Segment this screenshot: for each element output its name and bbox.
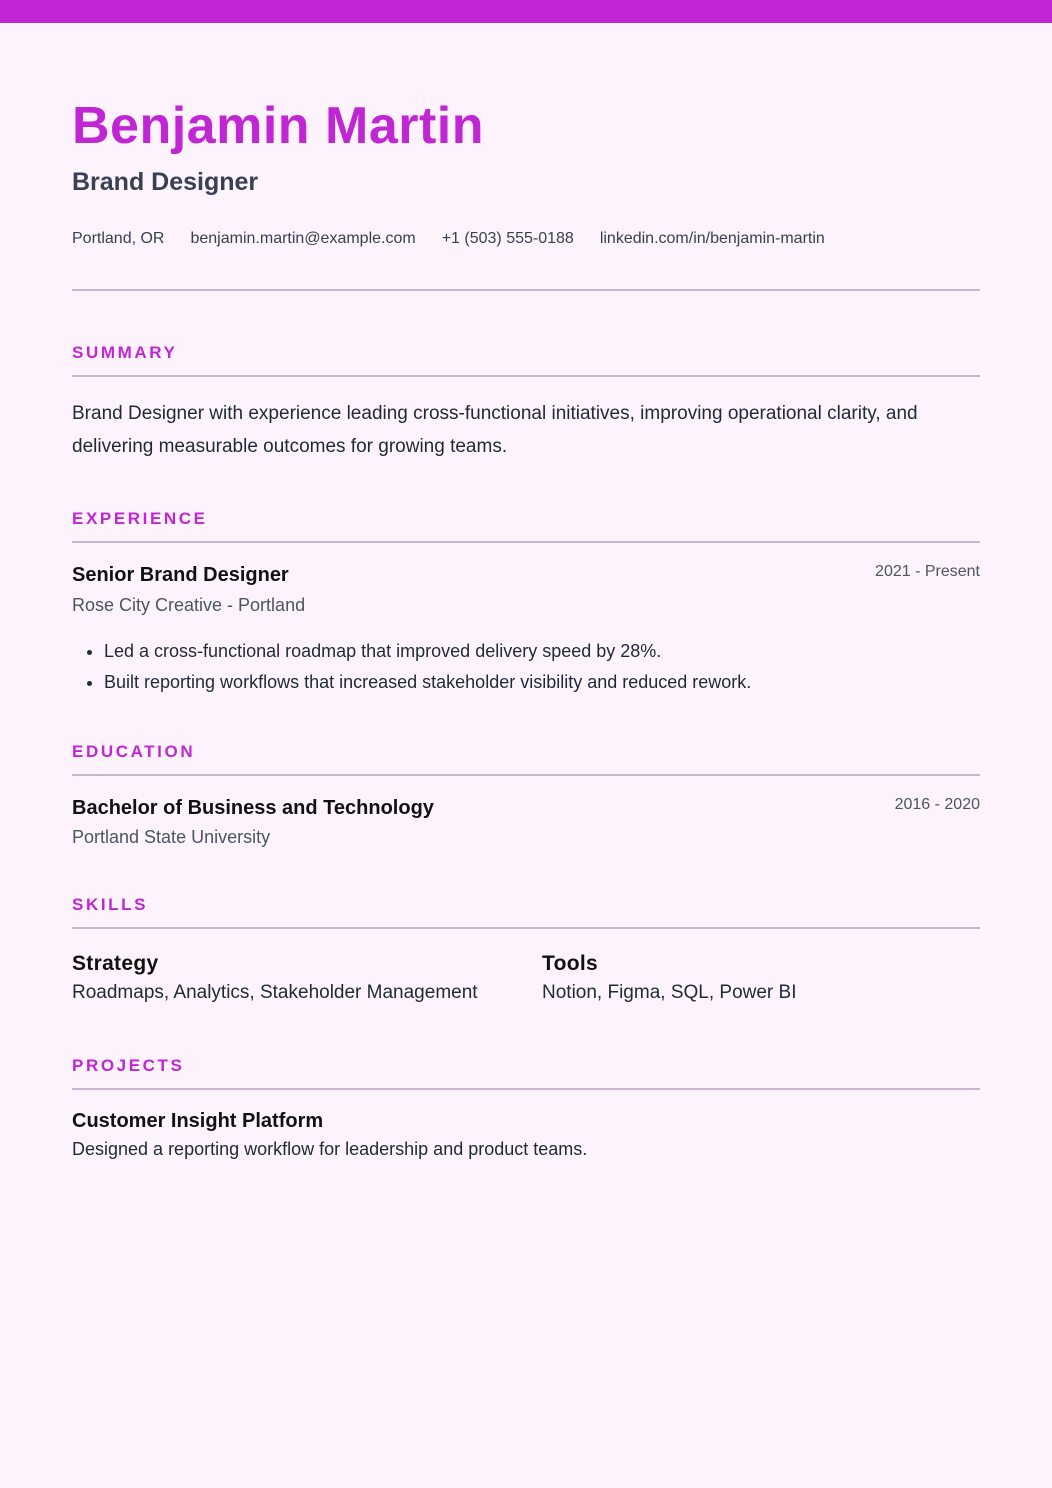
school-name: Portland State University [72, 827, 271, 847]
education-divider [72, 774, 980, 776]
contact-email: benjamin.martin@example.com [190, 230, 416, 247]
candidate-role: Brand Designer [72, 168, 259, 196]
list-item: • Led a cross-functional roadmap that improved delivery speed by 28%. [104, 636, 751, 667]
contact-location: Portland, OR [72, 230, 165, 247]
education-dates: 2016 - 2020 [894, 796, 980, 813]
experience-divider [72, 541, 980, 543]
education-heading: EDUCATION [72, 742, 196, 761]
header-divider [72, 289, 980, 291]
contact-line [72, 229, 825, 249]
summary-text: Brand Designer with experience leading cross-functional initiatives, improving operational clarity, and delivering measurable outcomes for growing teams. [72, 403, 918, 457]
project-description: Designed a reporting workflow for leadership and product teams. [72, 1139, 588, 1159]
top-accent-bar [0, 0, 1052, 23]
skill-group-strategy [72, 950, 478, 1008]
job-dates: 2021 - Present [875, 563, 980, 580]
summary-heading: SUMMARY [72, 343, 178, 362]
skills-divider [72, 927, 980, 929]
skill-group-items: Roadmaps, Analytics, Stakeholder Management [72, 982, 478, 1003]
skill-group-tools [542, 950, 797, 1008]
experience-heading: EXPERIENCE [72, 509, 208, 528]
project-title: Customer Insight Platform [72, 1110, 324, 1132]
projects-heading: PROJECTS [72, 1056, 185, 1075]
job-company: Rose City Creative - Portland [72, 595, 306, 615]
contact-linkedin: linkedin.com/in/benjamin-martin [599, 230, 825, 247]
summary-divider [72, 375, 980, 377]
job-title: Senior Brand Designer [72, 564, 289, 586]
list-item: • Built reporting workflows that increased stakeholder visibility and reduced rework. [104, 667, 751, 698]
skills-heading: SKILLS [72, 895, 149, 914]
skill-group-items: Notion, Figma, SQL, Power BI [542, 982, 797, 1003]
candidate-name: Benjamin Martin [72, 97, 484, 155]
skill-group-name: Strategy [72, 952, 159, 975]
projects-divider [72, 1088, 980, 1090]
skill-group-name: Tools [542, 952, 598, 975]
job-bullets [104, 636, 751, 698]
contact-phone: +1 (503) 555-0188 [441, 230, 574, 247]
degree-title: Bachelor of Business and Technology [72, 797, 434, 819]
